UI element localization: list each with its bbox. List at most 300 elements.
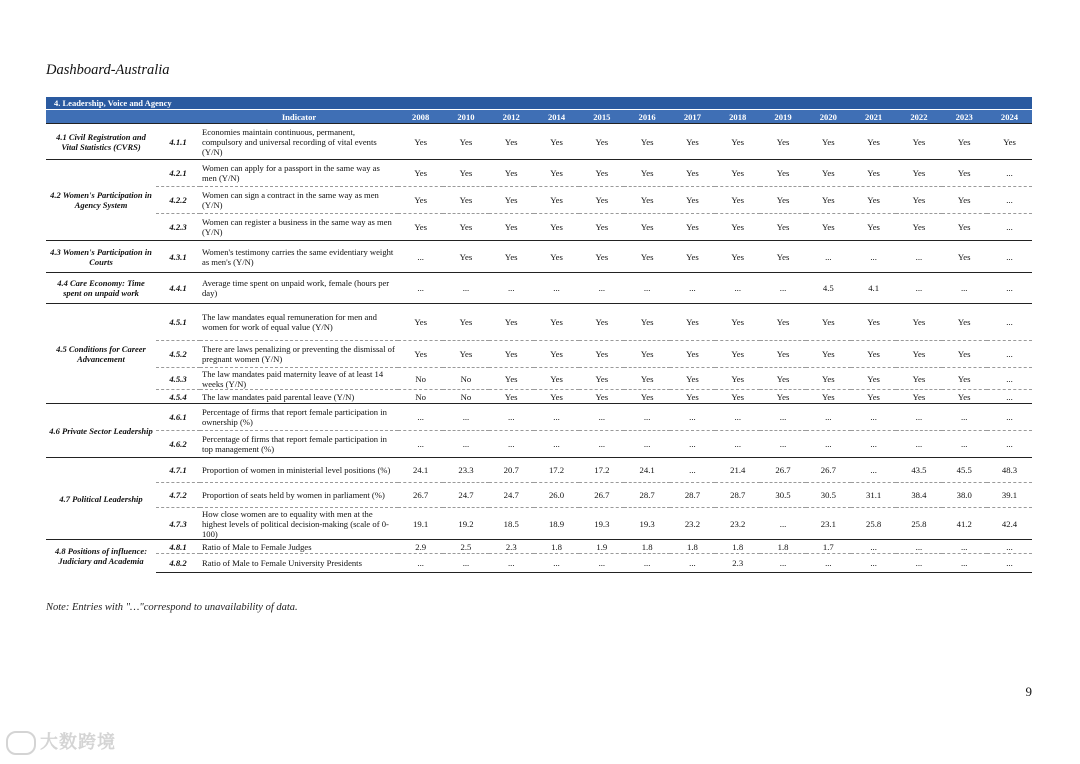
value-cell: 17.2 bbox=[534, 458, 579, 483]
value-cell: ... bbox=[987, 431, 1032, 458]
table-row bbox=[46, 458, 1032, 483]
value-cell: ... bbox=[851, 241, 896, 273]
indicator-code: 4.7.1 bbox=[156, 458, 200, 483]
value-cell: Yes bbox=[806, 124, 851, 160]
value-cell: 43.5 bbox=[896, 458, 941, 483]
value-cell: 26.7 bbox=[398, 483, 443, 508]
value-cell: ... bbox=[896, 273, 941, 304]
value-cell: 1.8 bbox=[715, 540, 760, 554]
value-cell: 20.7 bbox=[489, 458, 534, 483]
value-cell: ... bbox=[489, 431, 534, 458]
value-cell: ... bbox=[715, 431, 760, 458]
value-cell: No bbox=[398, 390, 443, 404]
value-cell: Yes bbox=[942, 304, 987, 341]
table-row bbox=[46, 508, 1032, 540]
value-cell: 19.2 bbox=[443, 508, 488, 540]
value-cell: Yes bbox=[942, 187, 987, 214]
indicator-header: Indicator bbox=[200, 110, 398, 124]
value-cell: Yes bbox=[851, 368, 896, 390]
value-cell: Yes bbox=[670, 214, 715, 241]
indicator-description: There are laws penalizing or preventing the dismissal of pregnant women (Y/N) bbox=[200, 341, 398, 368]
value-cell: ... bbox=[715, 404, 760, 431]
value-cell: 26.7 bbox=[760, 458, 805, 483]
value-cell: ... bbox=[942, 540, 987, 554]
value-cell: ... bbox=[579, 273, 624, 304]
value-cell: Yes bbox=[534, 304, 579, 341]
year-header: 2012 bbox=[489, 110, 534, 124]
value-cell: Yes bbox=[443, 214, 488, 241]
indicator-description: Women's testimony carries the same evidentiary weight as men's (Y/N) bbox=[200, 241, 398, 273]
value-cell: ... bbox=[987, 160, 1032, 187]
value-cell: ... bbox=[534, 404, 579, 431]
indicator-description: Women can apply for a passport in the same way as men (Y/N) bbox=[200, 160, 398, 187]
value-cell: Yes bbox=[398, 187, 443, 214]
category-label: 4.3 Women's Participation in Courts bbox=[46, 241, 156, 273]
value-cell: Yes bbox=[624, 160, 669, 187]
table-row bbox=[46, 483, 1032, 508]
value-cell: 23.2 bbox=[715, 508, 760, 540]
indicator-description: Percentage of firms that report female participation in ownership (%) bbox=[200, 404, 398, 431]
table-row bbox=[46, 304, 1032, 341]
value-cell: Yes bbox=[715, 124, 760, 160]
value-cell: 24.7 bbox=[489, 483, 534, 508]
value-cell: ... bbox=[896, 241, 941, 273]
table-header-row bbox=[46, 110, 1032, 124]
value-cell: ... bbox=[987, 273, 1032, 304]
value-cell: Yes bbox=[534, 187, 579, 214]
value-cell: Yes bbox=[534, 124, 579, 160]
value-cell: Yes bbox=[398, 124, 443, 160]
value-cell: Yes bbox=[760, 390, 805, 404]
value-cell: Yes bbox=[896, 304, 941, 341]
value-cell: 23.1 bbox=[806, 508, 851, 540]
value-cell: Yes bbox=[670, 124, 715, 160]
value-cell: 1.8 bbox=[670, 540, 715, 554]
value-cell: 2.5 bbox=[443, 540, 488, 554]
value-cell: Yes bbox=[489, 214, 534, 241]
value-cell: 48.3 bbox=[987, 458, 1032, 483]
watermark bbox=[6, 728, 116, 755]
value-cell: Yes bbox=[579, 241, 624, 273]
value-cell: 1.8 bbox=[760, 540, 805, 554]
value-cell: Yes bbox=[534, 160, 579, 187]
indicator-code: 4.1.1 bbox=[156, 124, 200, 160]
value-cell: Yes bbox=[942, 214, 987, 241]
value-cell: Yes bbox=[670, 368, 715, 390]
value-cell: Yes bbox=[670, 187, 715, 214]
indicator-code: 4.2.2 bbox=[156, 187, 200, 214]
value-cell: 42.4 bbox=[987, 508, 1032, 540]
value-cell: Yes bbox=[987, 124, 1032, 160]
value-cell: Yes bbox=[670, 341, 715, 368]
value-cell: 45.5 bbox=[942, 458, 987, 483]
year-header: 2019 bbox=[760, 110, 805, 124]
value-cell: ... bbox=[624, 404, 669, 431]
value-cell: No bbox=[398, 368, 443, 390]
value-cell: Yes bbox=[624, 304, 669, 341]
value-cell: Yes bbox=[534, 368, 579, 390]
value-cell: Yes bbox=[443, 187, 488, 214]
year-header: 2022 bbox=[896, 110, 941, 124]
category-label: 4.6 Private Sector Leadership bbox=[46, 404, 156, 458]
value-cell: Yes bbox=[851, 214, 896, 241]
value-cell: Yes bbox=[806, 187, 851, 214]
value-cell: Yes bbox=[624, 187, 669, 214]
value-cell: Yes bbox=[896, 214, 941, 241]
table-row bbox=[46, 160, 1032, 187]
value-cell: Yes bbox=[942, 241, 987, 273]
indicator-code: 4.4.1 bbox=[156, 273, 200, 304]
value-cell: Yes bbox=[579, 187, 624, 214]
value-cell: Yes bbox=[579, 341, 624, 368]
value-cell: Yes bbox=[670, 241, 715, 273]
value-cell: ... bbox=[579, 431, 624, 458]
category-label: 4.1 Civil Registration and Vital Statistics (CVRS) bbox=[46, 124, 156, 160]
year-header: 2023 bbox=[942, 110, 987, 124]
value-cell: 19.1 bbox=[398, 508, 443, 540]
value-cell: ... bbox=[670, 554, 715, 573]
value-cell: Yes bbox=[715, 241, 760, 273]
page-title: Dashboard-Australia bbox=[46, 62, 170, 78]
value-cell: ... bbox=[398, 241, 443, 273]
category-label: 4.7 Political Leadership bbox=[46, 458, 156, 540]
value-cell: ... bbox=[624, 431, 669, 458]
value-cell: Yes bbox=[896, 368, 941, 390]
value-cell: Yes bbox=[715, 214, 760, 241]
value-cell: ... bbox=[670, 458, 715, 483]
value-cell: 19.3 bbox=[579, 508, 624, 540]
value-cell: ... bbox=[489, 404, 534, 431]
value-cell: Yes bbox=[624, 241, 669, 273]
value-cell: ... bbox=[579, 554, 624, 573]
value-cell: Yes bbox=[760, 304, 805, 341]
value-cell: Yes bbox=[806, 341, 851, 368]
value-cell: Yes bbox=[851, 341, 896, 368]
value-cell: 31.1 bbox=[851, 483, 896, 508]
value-cell: ... bbox=[942, 404, 987, 431]
value-cell: 24.7 bbox=[443, 483, 488, 508]
value-cell: ... bbox=[715, 273, 760, 304]
indicator-code: 4.8.2 bbox=[156, 554, 200, 573]
value-cell: ... bbox=[851, 540, 896, 554]
value-cell: ... bbox=[896, 404, 941, 431]
value-cell: Yes bbox=[534, 341, 579, 368]
value-cell: ... bbox=[670, 431, 715, 458]
value-cell: ... bbox=[670, 273, 715, 304]
value-cell: Yes bbox=[760, 368, 805, 390]
value-cell: 28.7 bbox=[715, 483, 760, 508]
value-cell: ... bbox=[942, 554, 987, 573]
indicator-description: Women can register a business in the same way as men (Y/N) bbox=[200, 214, 398, 241]
table-row bbox=[46, 368, 1032, 390]
value-cell: Yes bbox=[715, 368, 760, 390]
value-cell: 2.3 bbox=[715, 554, 760, 573]
indicator-code: 4.3.1 bbox=[156, 241, 200, 273]
value-cell: Yes bbox=[715, 160, 760, 187]
value-cell: 23.3 bbox=[443, 458, 488, 483]
value-cell: Yes bbox=[398, 214, 443, 241]
value-cell: ... bbox=[896, 431, 941, 458]
category-label: 4.8 Positions of influence: Judiciary and Academia bbox=[46, 540, 156, 573]
value-cell: ... bbox=[760, 273, 805, 304]
value-cell: ... bbox=[987, 214, 1032, 241]
value-cell: ... bbox=[489, 273, 534, 304]
value-cell: Yes bbox=[670, 304, 715, 341]
year-header: 2016 bbox=[624, 110, 669, 124]
value-cell: ... bbox=[624, 554, 669, 573]
category-label: 4.4 Care Economy: Time spent on unpaid work bbox=[46, 273, 156, 304]
value-cell: 19.3 bbox=[624, 508, 669, 540]
indicator-description: The law mandates equal remuneration for men and women for work of equal value (Y/N) bbox=[200, 304, 398, 341]
value-cell: 26.7 bbox=[806, 458, 851, 483]
value-cell: ... bbox=[942, 431, 987, 458]
category-label: 4.2 Women's Participation in Agency System bbox=[46, 160, 156, 241]
value-cell: 2.3 bbox=[489, 540, 534, 554]
value-cell: 24.1 bbox=[624, 458, 669, 483]
value-cell: Yes bbox=[942, 341, 987, 368]
value-cell: 26.0 bbox=[534, 483, 579, 508]
value-cell: 1.8 bbox=[534, 540, 579, 554]
value-cell: Yes bbox=[398, 160, 443, 187]
table-row bbox=[46, 431, 1032, 458]
indicator-code: 4.2.1 bbox=[156, 160, 200, 187]
value-cell: ... bbox=[851, 554, 896, 573]
value-cell: ... bbox=[987, 187, 1032, 214]
header-blank bbox=[156, 110, 200, 124]
value-cell: Yes bbox=[489, 160, 534, 187]
value-cell: 17.2 bbox=[579, 458, 624, 483]
value-cell: Yes bbox=[851, 304, 896, 341]
indicator-description: Women can sign a contract in the same way as men (Y/N) bbox=[200, 187, 398, 214]
value-cell: ... bbox=[806, 241, 851, 273]
indicator-code: 4.5.3 bbox=[156, 368, 200, 390]
value-cell: ... bbox=[987, 241, 1032, 273]
value-cell: ... bbox=[398, 273, 443, 304]
indicator-description: How close women are to equality with men at the highest levels of political decision-making (scale of 0-100) bbox=[200, 508, 398, 540]
value-cell: 39.1 bbox=[987, 483, 1032, 508]
value-cell: ... bbox=[398, 404, 443, 431]
value-cell: Yes bbox=[670, 390, 715, 404]
value-cell: ... bbox=[760, 554, 805, 573]
indicator-description: Proportion of women in ministerial level positions (%) bbox=[200, 458, 398, 483]
value-cell: Yes bbox=[579, 214, 624, 241]
value-cell: 38.0 bbox=[942, 483, 987, 508]
value-cell: ... bbox=[443, 273, 488, 304]
indicator-code: 4.7.2 bbox=[156, 483, 200, 508]
value-cell: ... bbox=[987, 341, 1032, 368]
value-cell: Yes bbox=[443, 241, 488, 273]
indicator-code: 4.6.1 bbox=[156, 404, 200, 431]
value-cell: Yes bbox=[579, 160, 624, 187]
value-cell: ... bbox=[851, 458, 896, 483]
value-cell: Yes bbox=[896, 187, 941, 214]
value-cell: Yes bbox=[579, 368, 624, 390]
table-row bbox=[46, 273, 1032, 304]
value-cell: Yes bbox=[942, 124, 987, 160]
indicator-code: 4.5.4 bbox=[156, 390, 200, 404]
value-cell: Yes bbox=[398, 341, 443, 368]
value-cell: ... bbox=[443, 404, 488, 431]
year-header: 2020 bbox=[806, 110, 851, 124]
value-cell: Yes bbox=[896, 124, 941, 160]
value-cell: Yes bbox=[896, 390, 941, 404]
header-blank bbox=[46, 110, 156, 124]
value-cell: Yes bbox=[715, 341, 760, 368]
value-cell: ... bbox=[806, 431, 851, 458]
watermark-text: 大数跨境 bbox=[40, 732, 116, 753]
value-cell: 2.9 bbox=[398, 540, 443, 554]
value-cell: Yes bbox=[670, 160, 715, 187]
watermark-logo-icon bbox=[6, 731, 36, 755]
table-row bbox=[46, 124, 1032, 160]
value-cell: Yes bbox=[624, 341, 669, 368]
value-cell: ... bbox=[987, 404, 1032, 431]
value-cell: ... bbox=[489, 554, 534, 573]
category-label: 4.5 Conditions for Career Advancement bbox=[46, 304, 156, 404]
value-cell: Yes bbox=[624, 390, 669, 404]
value-cell: ... bbox=[398, 431, 443, 458]
value-cell: Yes bbox=[896, 160, 941, 187]
table-row bbox=[46, 554, 1032, 573]
value-cell: ... bbox=[987, 554, 1032, 573]
value-cell: Yes bbox=[806, 160, 851, 187]
indicator-code: 4.5.2 bbox=[156, 341, 200, 368]
value-cell: 41.2 bbox=[942, 508, 987, 540]
value-cell: Yes bbox=[398, 304, 443, 341]
value-cell: Yes bbox=[579, 390, 624, 404]
value-cell: Yes bbox=[715, 390, 760, 404]
value-cell: ... bbox=[760, 431, 805, 458]
value-cell: Yes bbox=[534, 241, 579, 273]
year-header: 2017 bbox=[670, 110, 715, 124]
value-cell: Yes bbox=[760, 187, 805, 214]
value-cell: 26.7 bbox=[579, 483, 624, 508]
value-cell: 25.8 bbox=[851, 508, 896, 540]
value-cell: 30.5 bbox=[760, 483, 805, 508]
value-cell: ... bbox=[806, 404, 851, 431]
value-cell: Yes bbox=[760, 160, 805, 187]
indicator-description: The law mandates paid maternity leave of at least 14 weeks (Y/N) bbox=[200, 368, 398, 390]
value-cell: 25.8 bbox=[896, 508, 941, 540]
indicator-code: 4.6.2 bbox=[156, 431, 200, 458]
value-cell: ... bbox=[398, 554, 443, 573]
section-header: 4. Leadership, Voice and Agency bbox=[46, 97, 1032, 109]
indicator-code: 4.2.3 bbox=[156, 214, 200, 241]
value-cell: Yes bbox=[806, 390, 851, 404]
indicator-description: Proportion of seats held by women in parliament (%) bbox=[200, 483, 398, 508]
value-cell: Yes bbox=[806, 214, 851, 241]
value-cell: ... bbox=[896, 540, 941, 554]
value-cell: ... bbox=[806, 554, 851, 573]
value-cell: Yes bbox=[896, 341, 941, 368]
value-cell: ... bbox=[670, 404, 715, 431]
year-header: 2014 bbox=[534, 110, 579, 124]
value-cell: Yes bbox=[715, 304, 760, 341]
value-cell: Yes bbox=[760, 341, 805, 368]
value-cell: ... bbox=[942, 273, 987, 304]
value-cell: ... bbox=[534, 273, 579, 304]
value-cell: ... bbox=[443, 431, 488, 458]
year-header: 2024 bbox=[987, 110, 1032, 124]
value-cell: 28.7 bbox=[624, 483, 669, 508]
value-cell: ... bbox=[987, 540, 1032, 554]
value-cell: 38.4 bbox=[896, 483, 941, 508]
value-cell: 18.5 bbox=[489, 508, 534, 540]
value-cell: Yes bbox=[489, 187, 534, 214]
value-cell: Yes bbox=[489, 241, 534, 273]
value-cell: Yes bbox=[624, 368, 669, 390]
year-header: 2018 bbox=[715, 110, 760, 124]
value-cell: ... bbox=[534, 554, 579, 573]
value-cell: 1.8 bbox=[624, 540, 669, 554]
table-row bbox=[46, 341, 1032, 368]
value-cell: Yes bbox=[624, 124, 669, 160]
value-cell: ... bbox=[760, 508, 805, 540]
value-cell: Yes bbox=[942, 160, 987, 187]
value-cell: Yes bbox=[715, 187, 760, 214]
page-number: 9 bbox=[1025, 684, 1032, 699]
value-cell: Yes bbox=[534, 214, 579, 241]
value-cell: No bbox=[443, 368, 488, 390]
value-cell: Yes bbox=[579, 124, 624, 160]
value-cell: Yes bbox=[624, 214, 669, 241]
value-cell: ... bbox=[760, 404, 805, 431]
indicator-description: The law mandates paid parental leave (Y/N) bbox=[200, 390, 398, 404]
year-header: 2008 bbox=[398, 110, 443, 124]
value-cell: Yes bbox=[579, 304, 624, 341]
value-cell: Yes bbox=[489, 368, 534, 390]
value-cell: 28.7 bbox=[670, 483, 715, 508]
indicator-description: Average time spent on unpaid work, female (hours per day) bbox=[200, 273, 398, 304]
indicator-table bbox=[46, 110, 1032, 573]
value-cell: Yes bbox=[851, 187, 896, 214]
value-cell: ... bbox=[851, 431, 896, 458]
value-cell: ... bbox=[987, 368, 1032, 390]
value-cell: Yes bbox=[851, 124, 896, 160]
year-header: 2010 bbox=[443, 110, 488, 124]
value-cell: Yes bbox=[806, 368, 851, 390]
value-cell: 1.7 bbox=[806, 540, 851, 554]
indicator-description: Ratio of Male to Female Judges bbox=[200, 540, 398, 554]
value-cell: ... bbox=[851, 404, 896, 431]
value-cell: Yes bbox=[760, 124, 805, 160]
indicator-code: 4.5.1 bbox=[156, 304, 200, 341]
value-cell: ... bbox=[534, 431, 579, 458]
value-cell: Yes bbox=[443, 341, 488, 368]
value-cell: Yes bbox=[942, 390, 987, 404]
value-cell: Yes bbox=[443, 160, 488, 187]
indicator-description: Economies maintain continuous, permanent, compulsory and universal recording of vital events (Y/N) bbox=[200, 124, 398, 160]
value-cell: Yes bbox=[489, 390, 534, 404]
table-row bbox=[46, 540, 1032, 554]
value-cell: Yes bbox=[760, 214, 805, 241]
value-cell: 21.4 bbox=[715, 458, 760, 483]
value-cell: 4.5 bbox=[806, 273, 851, 304]
table-row bbox=[46, 390, 1032, 404]
value-cell: Yes bbox=[489, 304, 534, 341]
year-header: 2015 bbox=[579, 110, 624, 124]
table-row bbox=[46, 404, 1032, 431]
indicator-code: 4.7.3 bbox=[156, 508, 200, 540]
value-cell: 30.5 bbox=[806, 483, 851, 508]
value-cell: 4.1 bbox=[851, 273, 896, 304]
value-cell: No bbox=[443, 390, 488, 404]
value-cell: Yes bbox=[942, 368, 987, 390]
value-cell: Yes bbox=[443, 124, 488, 160]
year-header: 2021 bbox=[851, 110, 896, 124]
footnote: Note: Entries with "…"correspond to unavailability of data. bbox=[46, 602, 298, 613]
value-cell: 24.1 bbox=[398, 458, 443, 483]
